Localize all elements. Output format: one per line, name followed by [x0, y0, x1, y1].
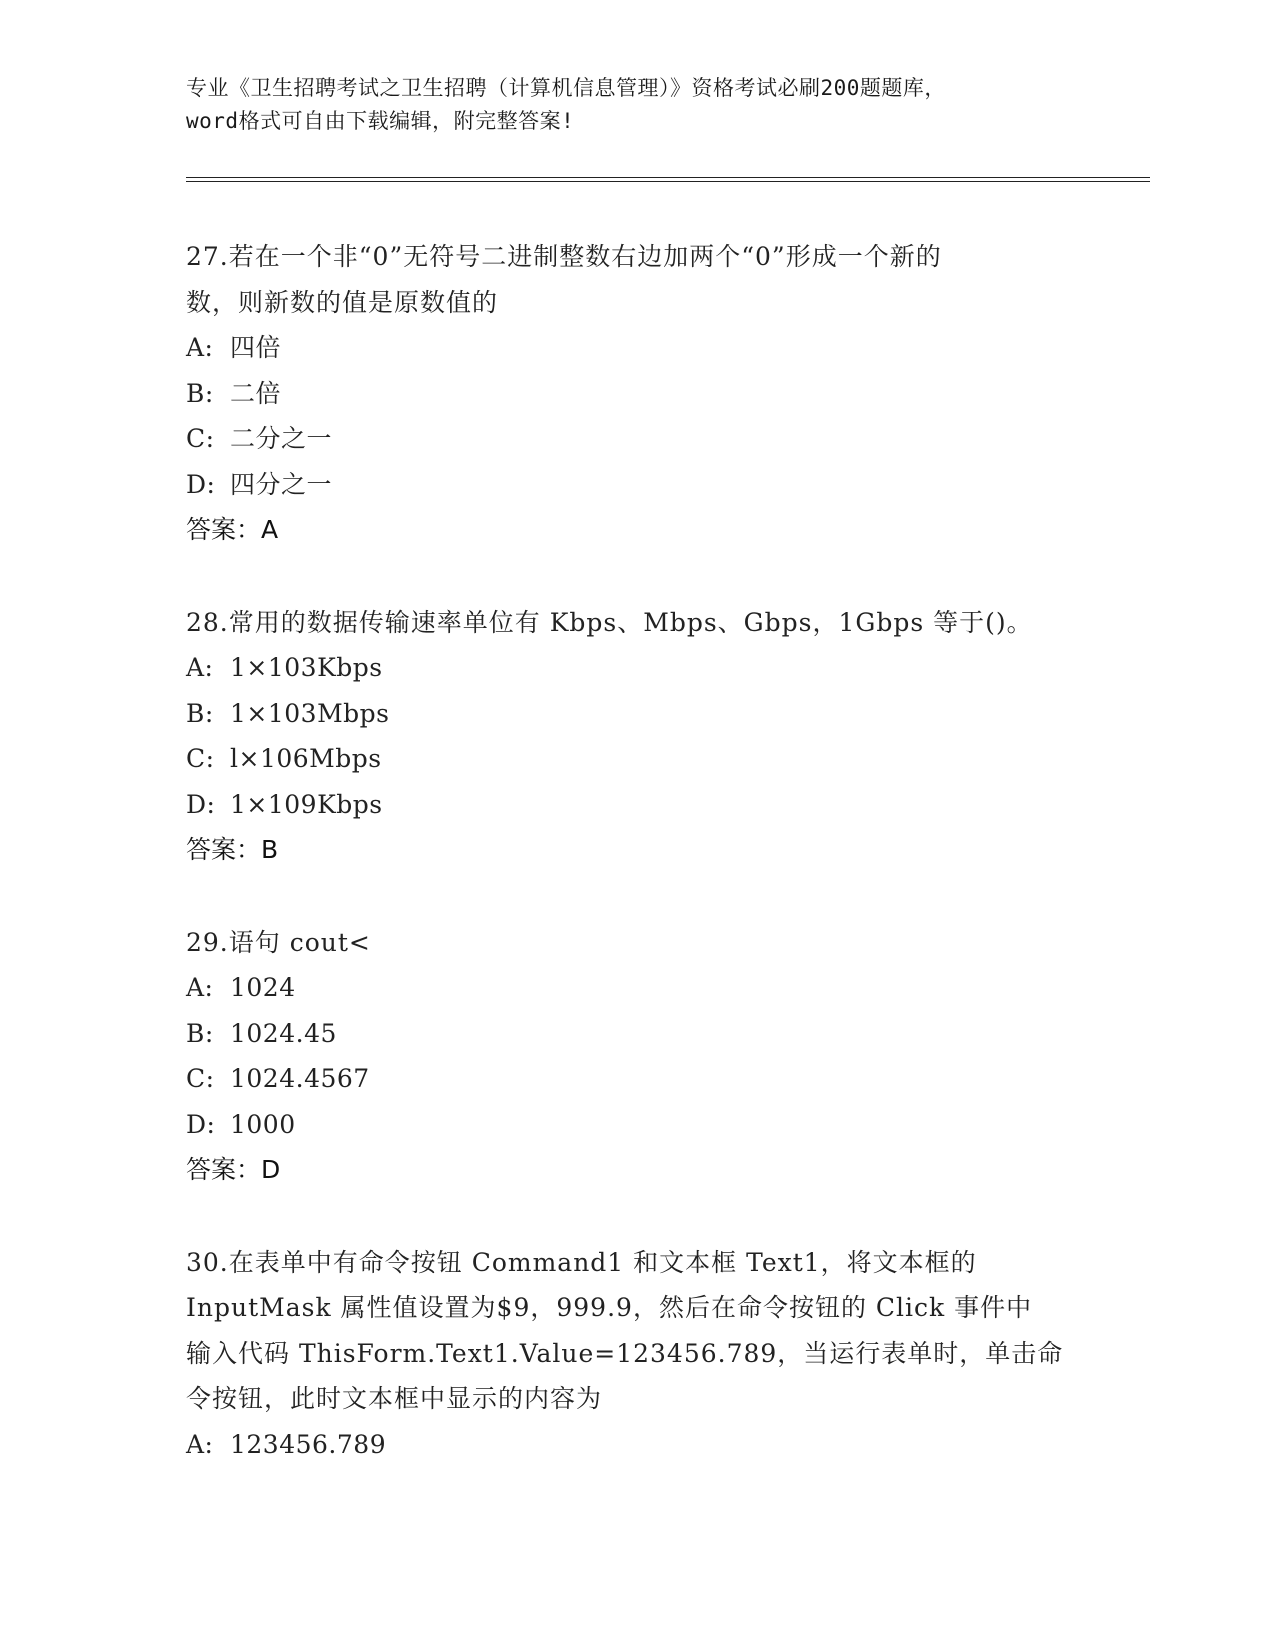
- question-block: [186, 234, 1086, 553]
- option-text: 1024: [230, 973, 296, 1002]
- option-text: 二分之一: [230, 424, 333, 453]
- answer-option: [186, 691, 1086, 737]
- option-letter: D:: [186, 469, 216, 499]
- question-stem-line: 29.语句 cout<: [186, 927, 371, 957]
- option-letter: A:: [186, 973, 214, 1002]
- answer-option: [186, 1011, 1086, 1057]
- answer-option: [186, 1056, 1086, 1102]
- option-text: 1×109Kbps: [230, 789, 383, 819]
- answer-key: 答案：B: [186, 835, 279, 864]
- answer-option: [186, 371, 1086, 417]
- option-letter: A:: [186, 333, 214, 362]
- option-letter: B:: [186, 378, 214, 408]
- answer-option: [186, 416, 1086, 462]
- option-letter: C:: [186, 744, 215, 773]
- answer-option: [186, 645, 1086, 691]
- header-line: 专业《卫生招聘考试之卫生招聘（计算机信息管理）》资格考试必刷200题题库，: [186, 76, 946, 100]
- answer-option: [186, 736, 1086, 782]
- answer-key: 答案：D: [186, 1155, 281, 1184]
- option-text: 1000: [230, 1109, 296, 1139]
- answer-option: [186, 782, 1086, 828]
- question-stem-line: InputMask 属性值设置为$9，999.9，然后在命令按钮的 Click 事件中: [186, 1293, 1033, 1322]
- question-stem-line: 27.若在一个非“0”无符号二进制整数右边加两个“0”形成一个新的: [186, 242, 942, 271]
- question-stem-line: 30.在表单中有命令按钮 Command1 和文本框 Text1，将文本框的: [186, 1247, 977, 1277]
- question-stem: [186, 600, 1086, 646]
- header-line: word格式可自由下载编辑，附完整答案!: [186, 109, 575, 133]
- option-letter: D:: [186, 1109, 216, 1139]
- option-text: 1×103Mbps: [230, 698, 390, 728]
- option-text: l×106Mbps: [230, 744, 382, 773]
- question-stem: [186, 1240, 1086, 1422]
- option-text: 1024.45: [230, 1018, 337, 1048]
- question-block: [186, 1240, 1086, 1468]
- answer-option: [186, 1102, 1086, 1148]
- question-stem: [186, 234, 1086, 325]
- option-text: 1024.4567: [230, 1064, 370, 1093]
- question-block: [186, 600, 1086, 873]
- answer-option: [186, 965, 1086, 1011]
- option-letter: A:: [186, 1429, 214, 1459]
- answer-option: [186, 462, 1086, 508]
- question-list: [186, 234, 1086, 1514]
- question-stem: [186, 920, 1086, 966]
- question-stem-line: 输入代码 ThisForm.Text1.Value=123456.789，当运行表单时，单击命: [186, 1338, 1064, 1368]
- option-text: 四倍: [230, 333, 282, 362]
- option-letter: D:: [186, 789, 216, 819]
- option-text: 123456.789: [230, 1429, 387, 1459]
- answer-key: 答案：A: [186, 515, 279, 544]
- answer-option: [186, 1422, 1086, 1468]
- question-block: [186, 920, 1086, 1193]
- option-text: 1×103Kbps: [230, 653, 383, 682]
- option-letter: A:: [186, 653, 214, 682]
- question-stem-line: 28.常用的数据传输速率单位有 Kbps、Mbps、Gbps，1Gbps 等于()。: [186, 607, 1033, 637]
- option-letter: B:: [186, 698, 214, 728]
- document-header: [186, 72, 1086, 138]
- question-stem-line: 令按钮，此时文本框中显示的内容为: [186, 1384, 603, 1413]
- header-divider: [186, 181, 1150, 182]
- option-letter: C:: [186, 424, 215, 453]
- option-letter: B:: [186, 1018, 214, 1048]
- option-text: 四分之一: [230, 469, 333, 499]
- question-stem-line: 数，则新数的值是原数值的: [186, 287, 499, 317]
- option-text: 二倍: [230, 378, 282, 408]
- header-divider: [186, 177, 1150, 178]
- option-letter: C:: [186, 1064, 215, 1093]
- answer-option: [186, 325, 1086, 371]
